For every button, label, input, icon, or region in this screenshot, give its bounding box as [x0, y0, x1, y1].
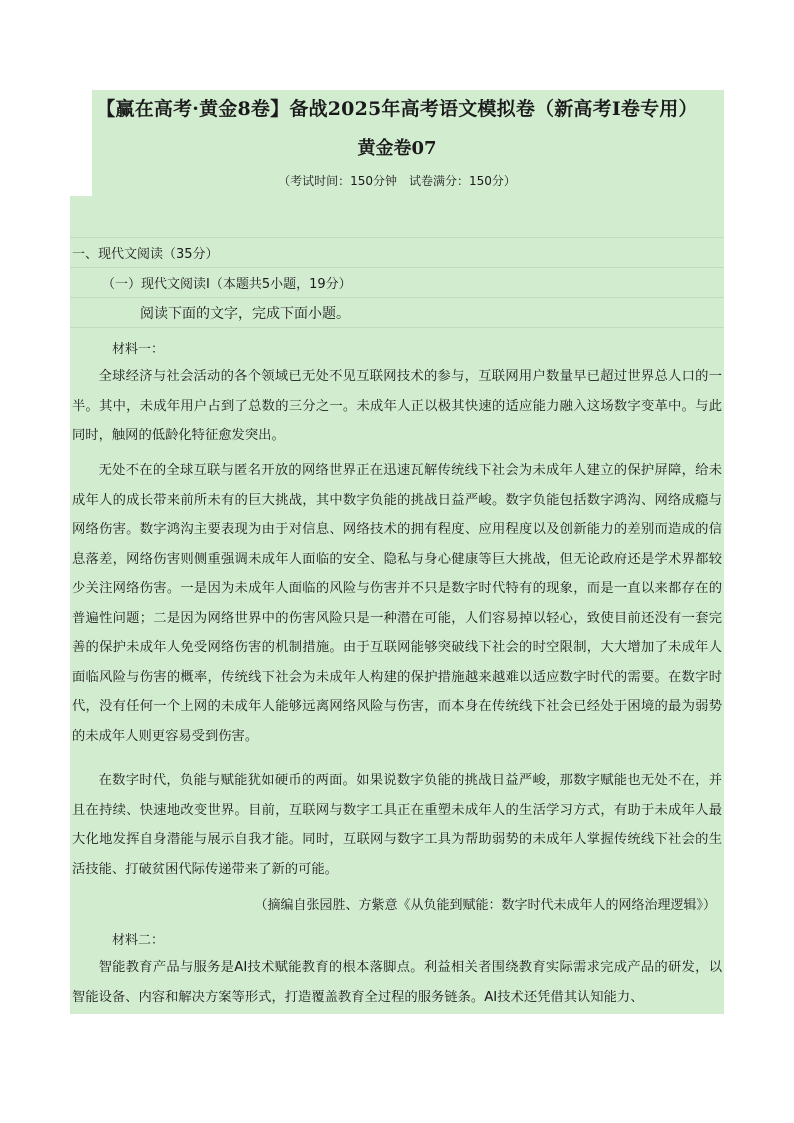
material-1-label: 材料一：	[112, 342, 165, 357]
section-subheading: （一）现代文阅读Ⅰ（本题共5小题，19分）	[102, 277, 352, 292]
exam-info: （考试时间：150分钟 试卷满分：150分）	[278, 174, 516, 188]
material-2-paragraph: 智能教育产品与服务是AI技术赋能教育的根本落脚点。利益相关者围绕教育实际需求完成产品的研发，以智能设备、内容和解决方案等形式，打造覆盖教育全过程的服务链条。AI技术还凭借其认知能力、	[72, 960, 722, 1005]
page-title: 【赢在高考·黄金8卷】备战2025年高考语文模拟卷（新高考Ⅰ卷专用）	[96, 98, 698, 120]
ruled-line	[70, 297, 724, 298]
material-2-label: 材料二：	[112, 933, 165, 948]
material-1-citation: （摘编自张园胜、方紫意《从负能到赋能：数字时代未成年人的网络治理逻辑》）	[254, 898, 716, 913]
material-1-paragraph: 全球经济与社会活动的各个领域已无处不见互联网技术的参与，互联网用户数量早已超过世界总人口的一半。其中，未成年用户占到了总数的三分之一。未成年人正以极其快速的适应能力融入这场数字变革中。与此同时，触网的低龄化特征愈发突出。	[72, 369, 722, 443]
material-1-paragraph: 在数字时代，负能与赋能犹如硬币的两面。如果说数字负能的挑战日益严峻，那数字赋能也无处不在，并且在持续、快速地改变世界。目前，互联网与数字工具正在重塑未成年人的生活学习方式，有助于未成年人最大化地发挥自身潜能与展示自我才能。同时，互联网与数字工具为帮助弱势的未成年人掌握传统线下社会的生活技能、打破贫困代际传递带来了新的可能。	[72, 773, 722, 877]
section-heading: 一、现代文阅读（35分）	[72, 247, 219, 262]
reading-instruction: 阅读下面的文字，完成下面小题。	[140, 306, 350, 322]
material-1-paragraph: 无处不在的全球互联与匿名开放的网络世界正在迅速瓦解传统线下社会为未成年人建立的保护屏障，给未成年人的成长带来前所未有的巨大挑战，其中数字负能的挑战日益严峻。数字负能包括数字鸿沟、网络成瘾与网络伤害。数字鸿沟主要表现为由于对信息、网络技术的拥有程度、应用程度以及创新能力的差别而造成的信息落差，网络伤害则侧重强调未成年人面临的安全、隐私与身心健康等巨大挑战，但无论政府还是学术界都较少关注网络伤害。一是因为未成年人面临的风险与伤害并不只是数字时代特有的现象，而是一直以来都存在的普遍性问题；二是因为网络世界中的伤害风险只是一种潜在可能，人们容易掉以轻心，致使目前还没有一套完善的保护未成年人免受网络伤害的机制措施。由于互联网能够突破线下社会的时空限制，大大增加了未成年人面临风险与伤害的概率，传统线下社会为未成年人构建的保护措施越来越难以适应数字时代的需要。在数字时代，没有任何一个上网的未成年人能够远离网络风险与伤害，而本身在传统线下社会已经处于困境的最为弱势的未成年人则更容易受到伤害。	[72, 463, 722, 744]
page-subtitle: 黄金卷07	[357, 138, 437, 159]
ruled-line	[70, 327, 724, 328]
ruled-line	[70, 267, 724, 268]
ruled-line	[70, 237, 724, 238]
